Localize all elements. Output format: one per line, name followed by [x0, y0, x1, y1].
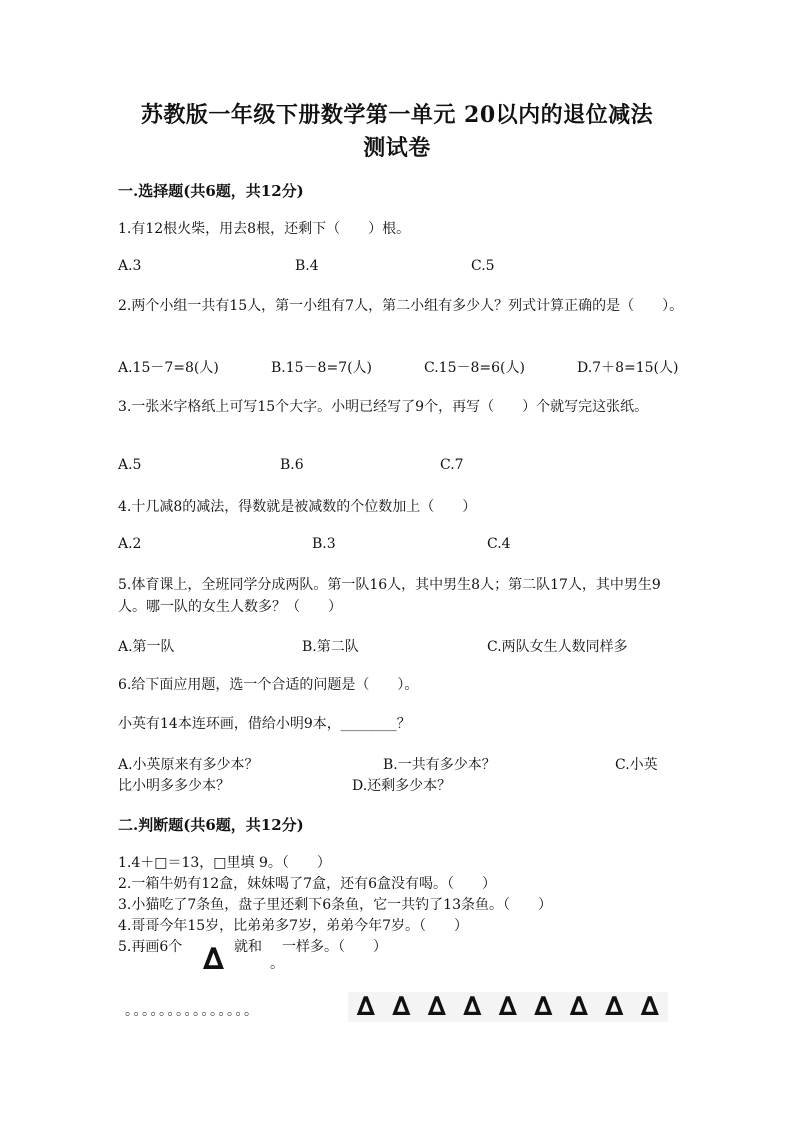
- q5-option-b: B.第二队: [302, 639, 359, 655]
- section-heading-choice: 一.选择题(共6题，共12分): [118, 182, 304, 200]
- triangle-icon: ∆: [455, 992, 491, 1022]
- triangle-icon: ∆: [632, 992, 668, 1022]
- q1-option-b: B.4: [295, 258, 319, 274]
- judge-5-start: 5.再画6个: [118, 939, 183, 955]
- q2-option-a: A.15－7=8(人): [118, 360, 219, 376]
- question-2: 2.两个小组一共有15人，第一小组有7人，第二小组有多少人？列式计算正确的是（ ）。: [118, 298, 684, 314]
- question-6: 6.给下面应用题，选一个合适的问题是（ ）。: [118, 677, 419, 693]
- q6-problem: 小英有14本连环画，借给小明9本，________？: [118, 716, 411, 732]
- triangle-icon: ∆: [526, 992, 562, 1022]
- q1-option-a: A.3: [118, 258, 142, 274]
- q4-option-a: A.2: [118, 536, 142, 552]
- q2-option-c: C.15－8=6(人): [424, 360, 525, 376]
- q6-option-c-cont: 比小明多多少本？: [118, 778, 230, 794]
- circle-icon: 。: [270, 956, 284, 972]
- triangle-icon: ∆: [419, 992, 455, 1022]
- circles-row: 。。。。。。。。。。。。。。。: [125, 1003, 260, 1019]
- q1-option-c: C.5: [471, 258, 495, 274]
- q4-option-c: C.4: [487, 536, 511, 552]
- triangle-icon: ∆: [384, 992, 420, 1022]
- triangle-icon: ∆: [561, 992, 597, 1022]
- question-5: 5.体育课上，全班同学分成两队。第一队16人，其中男生8人；第二队17人，其中男生9人。哪一队的女生人数多？（ ）: [118, 577, 661, 615]
- q3-option-a: A.5: [118, 457, 142, 473]
- q3-option-c: C.7: [440, 457, 464, 473]
- judge-3: 3.小猫吃了7条鱼，盘子里还剩下6条鱼，它一共钓了13条鱼。（ ）: [118, 897, 552, 913]
- question-3: 3.一张米字格纸上可写15个大字。小明已经写了9个，再写（ ）个就写完这张纸。: [118, 399, 649, 415]
- q2-option-d: D.7＋8=15(人): [577, 360, 679, 376]
- q5-option-c: C.两队女生人数同样多: [487, 639, 628, 655]
- triangles-row: [348, 992, 668, 1022]
- section-heading-judge: 二.判断题(共6题，共12分): [118, 816, 304, 834]
- judge-5-end: 一样多。（ ）: [282, 939, 387, 955]
- triangle-icon: ∆: [203, 942, 224, 977]
- q6-option-d: D.还剩多少本？: [352, 778, 452, 794]
- triangle-icon: ∆: [490, 992, 526, 1022]
- judge-1: 1.4＋□＝13，□里填 9。（ ）: [118, 855, 331, 871]
- judge-5-middle: 就和: [234, 939, 262, 955]
- q6-option-b: B.一共有多少本？: [383, 757, 496, 773]
- judge-4: 4.哥哥今年15岁，比弟弟多7岁，弟弟今年7岁。（ ）: [118, 918, 468, 934]
- question-1: 1.有12根火柴，用去8根，还剩下（ ）根。: [118, 221, 411, 237]
- q2-option-b: B.15－8=7(人): [271, 360, 373, 376]
- q3-option-b: B.6: [280, 457, 304, 473]
- question-4: 4.十几减8的减法，得数就是被减数的个位数加上（ ）: [118, 499, 477, 515]
- q4-option-b: B.3: [312, 536, 336, 552]
- triangle-icon: ∆: [597, 992, 633, 1022]
- triangle-icon: ∆: [348, 992, 384, 1022]
- q6-option-c: C.小英: [615, 757, 658, 773]
- page-subtitle: 测试卷: [363, 135, 431, 161]
- page-title: 苏教版一年级下册数学第一单元 20以内的退位减法: [140, 102, 654, 128]
- q5-option-a: A.第一队: [118, 639, 175, 655]
- judge-2: 2.一箱牛奶有12盒，妹妹喝了7盒，还有6盒没有喝。（ ）: [118, 876, 496, 892]
- q6-option-a: A.小英原来有多少本？: [118, 757, 259, 773]
